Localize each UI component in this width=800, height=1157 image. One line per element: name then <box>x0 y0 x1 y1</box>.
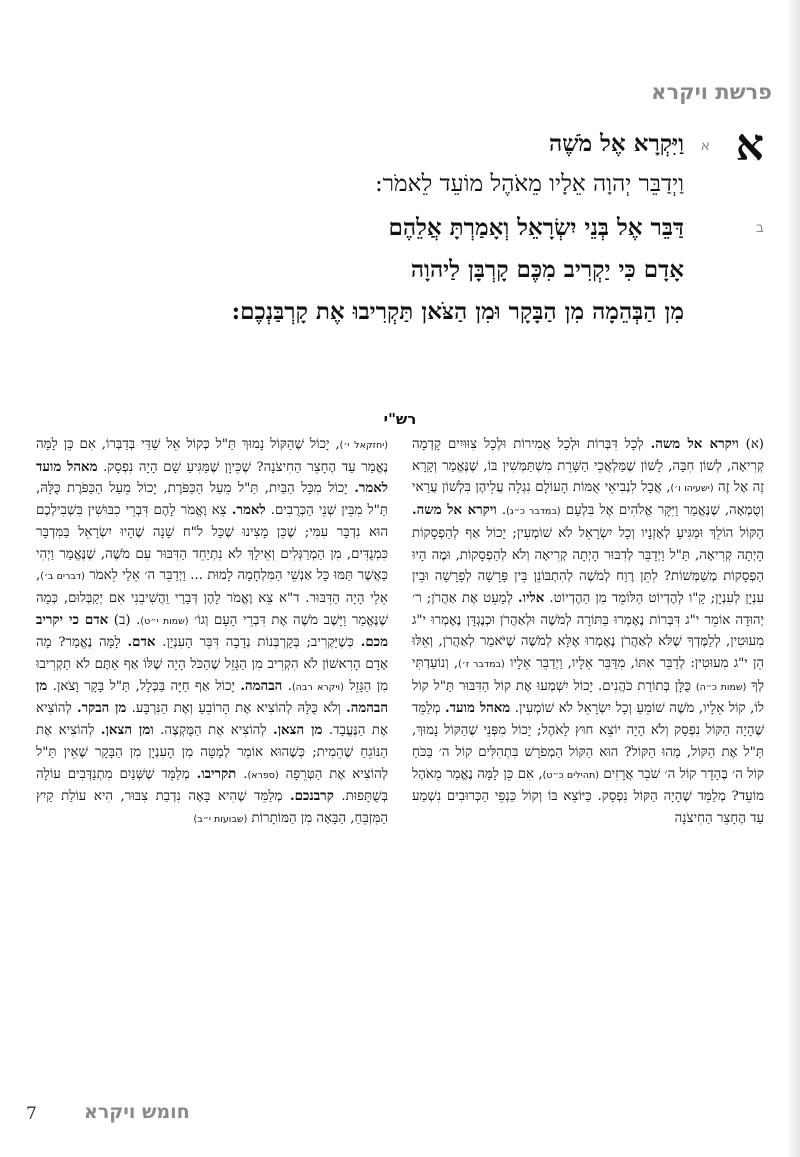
rashi-text: לָמָּה נֶאֱמַר? מָה אָדָם הָרִאשׁוֹן לֹא הִקְרִיב מִן הַגָּזֵל שֶׁהַכֹּל הָיָה שֶׁלּוֹ אַף אַתֶּם לֹא תַקְרִיבוּ מִן הַגָּזֵל <box>36 635 388 694</box>
rashi-dibbur-hamatchil: אדם. <box>127 635 156 651</box>
rashi-text: , אִם כֵּן לָמָּה נֶאֱמַר מֵאֹהֶל מוֹעֵד? מְלַמֵּד שֶׁהָיָה הַקּוֹל נִפְסָק. כַּיּוֹצֵא בּוֹ וְקוֹל כַּנְפֵי הַכְּרוּבִים נִשְׁמַע עַד הֶחָצֵר הַחִיצֹנָה <box>412 766 764 826</box>
rashi-dibbur-hamatchil: אליו. <box>518 590 545 606</box>
verse-number-2: ב <box>755 220 764 236</box>
chapter-letter: א <box>735 120 764 171</box>
rashi-text: לְכָל דִּבְּרוֹת וּלְכָל אֲמִירוֹת וּלְכָל צִוּוּיִים קָדְמָה קְרִיאָה, לְשׁוֹן חִבָּה, לָשׁוֹן שֶׁמַּלְאֲכֵי הַשָּׁרֵת מִשְׁתַּמְּשִׁין בּוֹ, שֶׁנֶּאֱמַר וְקָרָא זֶה אֶל זֶה <box>412 437 764 496</box>
rashi-text: מְלַמֵּד שֶׁשְּׁנַיִם מִתְנַדְּבִים עוֹלָה בְּשֻׁתָּפוּת. <box>36 766 388 805</box>
rashi-dibbur-hamatchil: הבהמה. <box>240 678 283 694</box>
rashi-dibbur-hamatchil: מן הצאן. <box>272 723 323 739</box>
rashi-text: צֵא וֶאֱמֹר לָהֶם דִּבְרֵי כִבּוּשִׁין בִּשְׁבִילְכֶם הוּא נִדְבָּר עִמִּי; שֶׁכֵּן מָצִינוּ שֶׁכָּל ל"ח שָׁנָה שֶׁהָיוּ יִשְׂרָאֵל בַּמִּדְבָּר כִּמְנֻדִּים, מִן הַמְרַגְּלִים וְאֵילָךְ לֹא נִתְיַחֵד הַדִּבּוּר עִם מֹשֶׁה, שֶׁנֶּאֱמַר וַיְהִי כַּאֲשֶׁר תַּמּוּ כָּל אַנְשֵׁי הַמִּלְחָמָה לָמוּת ... וַיְדַבֵּר ה׳ אֵלַי לֵאמֹר <box>36 503 388 584</box>
rashi-source-ref: (ישעיהו ו׳) <box>670 483 714 495</box>
verse-line-1: וַיִּקְרָא אֶל מֹשֶׁה <box>549 130 684 157</box>
rashi-source-ref: (שבועות י״ב) <box>193 813 248 825</box>
page-gutter-shadow <box>786 0 800 1157</box>
rashi-text: מְלַמֵּד שֶׁהָיָה הַקּוֹל נִפְסָק וְלֹא הָיָה יוֹצֵא חוּץ לָאֹהֶל; יָכוֹל מִפְּנֵי שֶׁהַקּוֹל נָמוּךְ, תַּ"ל אֶת הַקּוֹל, מַהוּ הַקּוֹל? הוּא הַקּוֹל הַמְפֹרָשׁ בִּתְהִלִּים קוֹל ה׳ בַּכֹּחַ קוֹל ה׳ בֶּהָדָר קוֹל ה׳ שֹׁבֵר אֲרָזִים <box>412 701 764 782</box>
rashi-dibbur-hamatchil: אדם כי יקריב מכם. <box>36 612 388 651</box>
rashi-source-ref: (במדבר כ״ג) <box>506 506 561 518</box>
rashi-dibbur-hamatchil: ויקרא אל משה. <box>412 503 497 519</box>
rashi-text: , יָכוֹל שֶׁהַקּוֹל נָמוּךְ תַּ"ל כְּקוֹל אֵל שַׁדַּי בְּדַבְּרוֹ, אִם כֵּן לָמָּה נֶאֱמַר עַד הֶחָצֵר הַחִיצֹנָה? שֶׁכֵּיוָן שֶׁמַּגִּיעַ שָׁם הָיָה נִפְסָק. <box>36 437 388 475</box>
rashi-dibbur-hamatchil: ויקרא אל משה. <box>650 437 739 452</box>
rashi-source-ref: (יחזקאל י׳) <box>339 440 388 451</box>
rashi-text: כְּשֶׁיַּקְרִיב; בְּקָרְבְּנוֹת נְדָבָה דִּבֵּר הָעִנְיָן. <box>155 635 361 651</box>
rashi-text: , אֲבָל לִנְבִיאֵי אֻמּוֹת הָעוֹלָם נִגְלָה עֲלֵיהֶן בִּלְשׁוֹן עֲרַאי וְטֻמְאָה, שֶׁנֶּאֱמַר וַיִּקָּר אֱלֹהִים אֶל בִּלְעָם <box>412 480 764 519</box>
rashi-text: (א) <box>738 437 764 452</box>
rashi-dibbur-hamatchil: מאהל מועד לאמר. <box>36 459 388 497</box>
rashi-text: , וְנוֹעַדְתִּי לְךָ <box>412 656 764 694</box>
rashi-left-column <box>36 434 388 1034</box>
rashi-dibbur-hamatchil: מן הבקר. <box>77 701 127 717</box>
rashi-text: יָכוֹל אַף חַיָּה בַּכְּלָל, תַּ"ל בָּקָר וָצֹאן. <box>47 678 241 694</box>
rashi-source-ref: (תהילים כ״ט) <box>542 769 599 781</box>
rashi-right-text <box>412 434 764 830</box>
rashi-text: לְהוֹצִיא אֶת הַנּוֹגֵחַ שֶׁהֵמִית; כְּשֶׁהוּא אוֹמֵר לְמַטָּה מִן הָעִנְיָן מִן הַבָּקָר שֶׁאֵין תַּ"ל לְהוֹצִיא אֶת הַטְּרֵפָה <box>36 723 388 782</box>
rashi-text: . <box>236 766 248 782</box>
rashi-heading: רש"י <box>383 410 417 428</box>
rashi-source-ref: (ספרא) <box>247 769 279 781</box>
verse-line-3: דַּבֵּר אֶל בְּנֵי יִשְׂרָאֵל וְאָמַרְתָּ אֲלֵהֶם <box>388 214 684 241</box>
rashi-text: יָכוֹל מִכָּל הַבַּיִת, תַּ"ל מֵעַל הַכַּפֹּרֶת, יָכוֹל מֵעַל הַכַּפֹּרֶת כֻּלָּהּ, תַּ"ל מִבֵּין שְׁנֵי הַכְּרֻבִים. <box>36 481 388 519</box>
rashi-text: , אֵלַי הָיָה הַדִּבּוּר. ד"א צֵא וֶאֱמֹר לָהֶן דְּבָרַי וַהֲשִׁיבֵנִי אִם יְקַבְּלוּם, כְּמָה שֶׁנֶּאֱמַר וַיָּשֶׁב מֹשֶׁה אֶת דִּבְרֵי הָעָם וְגוֹ׳ <box>36 568 388 628</box>
rashi-source-ref: (שמות י״ט) <box>140 615 189 627</box>
rashi-dibbur-hamatchil: ומן הצאן. <box>100 723 154 739</box>
rashi-source-ref: (דברים ב׳) <box>40 571 85 583</box>
page-number: 7 <box>26 1104 37 1124</box>
rashi-dibbur-hamatchil: לאמר. <box>231 503 266 519</box>
rashi-text: הַקּוֹל הוֹלֵךְ וּמַגִּיעַ לְאָזְנָיו וְכָל יִשְׂרָאֵל לֹא שׁוֹמְעִין; יָכוֹל אַף לְהַפְסָקוֹת הָיְתָה קְרִיאָה, תַּ"ל וַיְדַבֵּר לְדִבּוּר הָיְתָה קְרִיאָה וְלֹא לְהַפְסָקוֹת, וּמֶה הָיוּ הַפְסָקוֹת מְשַׁמְּשׁוֹת? לִתֵּן רֶוַח לְמֹשֶׁה לְהִתְבּוֹנֵן בֵּין פָּרָשָׁה לְפָרָשָׁה וּבֵין עִנְיָן לְעִנְיָן; קַ"ו לְהֶדְיוֹט הַלּוֹמֵד מִן הַהֶדְיוֹט. <box>412 525 764 606</box>
verse-line-2: וַיְדַבֵּר יְהוָה אֵלָיו מֵאֹהֶל מוֹעֵד לֵאמֹר: <box>374 171 684 197</box>
rashi-text: . <box>496 503 507 519</box>
rashi-text: לְהוֹצִיא אֶת הַנֶּעֱבָד. <box>36 701 388 739</box>
rashi-source-ref: (ויקרא רבה) <box>291 681 344 693</box>
rashi-text: . (ב) <box>108 612 141 628</box>
verse-line-4: אָדָם כִּי יַקְרִיב מִכֶּם קָרְבָּן לַיהוָה <box>410 256 684 283</box>
footer-book-title: חומש ויקרא <box>84 1101 190 1123</box>
rashi-text: לְהוֹצִיא אֶת הַמֻּקְצֶה. <box>153 723 273 739</box>
verse-number-1: א <box>700 138 710 154</box>
rashi-text: וְלֹא כֻּלָּהּ לְהוֹצִיא אֶת הָרוֹבֵעַ וְאֶת הַנִּרְבָּע. <box>126 701 347 717</box>
verse-line-5: מִן הַבְּהֵמָה מִן הַבָּקָר וּמִן הַצֹּאן תַּקְרִיבוּ אֶת קָרְבַּנְכֶם: <box>231 298 684 325</box>
rashi-text: לְמַעֵט אֶת אַהֲרֹן; ר׳ יְהוּדָה אוֹמֵר י"ג דִּבְּרוֹת נֶאֶמְרוּ בַּתּוֹרָה לְמֹשֶׁה וּלְאַהֲרֹן וּכְנֶגְדָּן נֶאֶמְרוּ י"ג מִעוּטִין, לְלַמֶּדְךָ שֶׁלֹּא לְאַהֲרֹן נֶאֶמְרוּ אֶלָּא לְמֹשֶׁה שֶׁיֹּאמַר לְאַהֲרֹן, וְאֵלּוּ הֵן י"ג מִעוּטִין: לְדַבֵּר אִתּוֹ, מִדַּבֵּר אֵלָיו, וַיְדַבֵּר אֵלָיו <box>412 590 764 672</box>
parasha-title: פרשת ויקרא <box>651 80 772 104</box>
rashi-source-ref: (במדבר ז׳) <box>458 659 505 671</box>
rashi-source-ref: (שמות כ״ה) <box>695 681 747 693</box>
rashi-dibbur-hamatchil: מאהל מועד. <box>445 701 511 717</box>
rashi-text: . <box>282 678 292 694</box>
rashi-dibbur-hamatchil: מן הבהמה. <box>36 678 388 717</box>
rashi-dibbur-hamatchil: קרבנכם. <box>290 789 334 805</box>
rashi-left-text <box>36 434 388 831</box>
rashi-dibbur-hamatchil: תקריבו. <box>196 766 237 782</box>
rashi-text: מְלַמֵּד שֶׁהִיא בָּאָה נִדְבַת צִבּוּר, הִיא עוֹלַת קַיִץ הַמִּזְבֵּחַ, הַבָּאָה מִן הַמּוֹתָרוֹת <box>36 789 388 826</box>
rashi-text: כֻּלָּן בְּתוֹרַת כֹּהֲנִים. יָכוֹל יִשְׁמְעוּ אֶת קוֹל הַדִּבּוּר תַּ"ל קוֹל לוֹ, קוֹל אֵלָיו, מֹשֶׁה שׁוֹמֵעַ וְכָל יִשְׂרָאֵל לֹא שׁוֹמְעִין. <box>412 678 764 717</box>
rashi-right-column <box>412 434 764 1034</box>
